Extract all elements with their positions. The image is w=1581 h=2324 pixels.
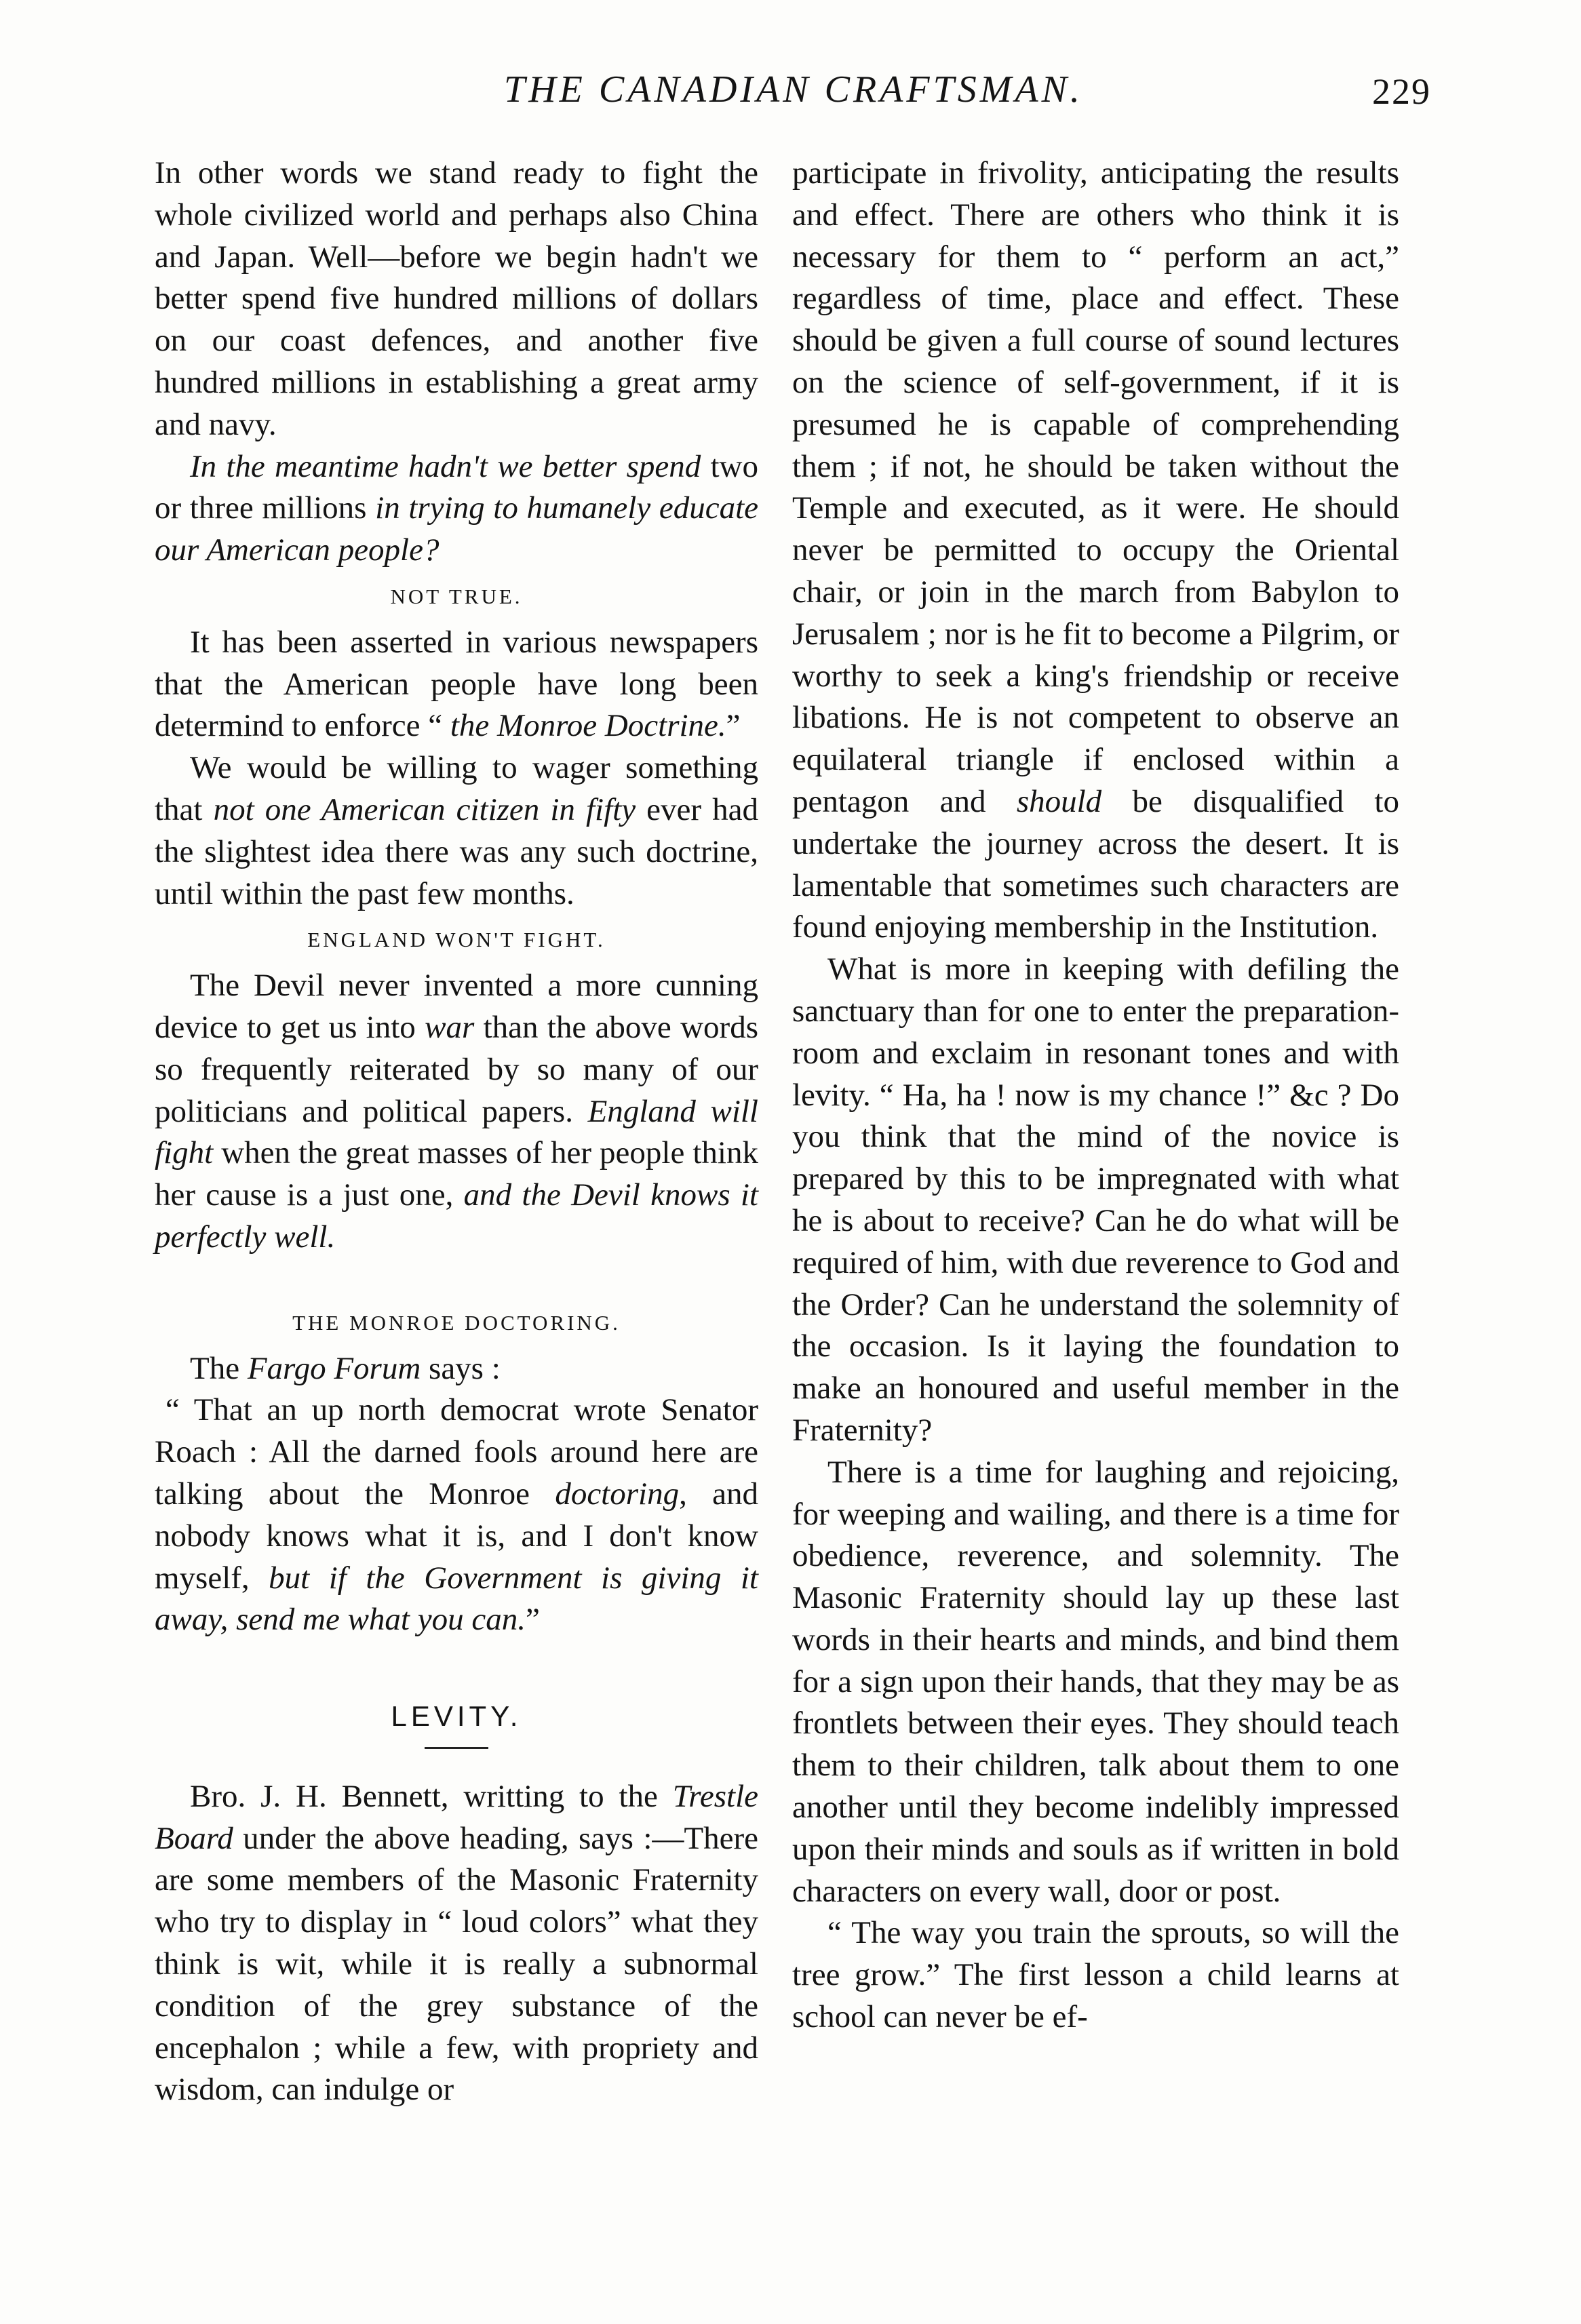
- frivolity-text-end: be disqualified to undertake the journey across the desert. It is lamentable that sometimes such characters are found enjoying membership in the Institution.: [792, 783, 1399, 945]
- title-rule: [425, 1747, 488, 1749]
- paragraph-roach-quote: [155, 1390, 758, 1641]
- frivolity-text: participate in frivolity, anticipating the results and effect. There are others who think it is necessary for them to “ perform an act,” regardless of time, place and effect. These should be given a full course of sound lectures on the science of self-government, if it is presumed he is capable of comprehending them ; if not, he should be taken without the Temple and executed, as it were. He should never be permitted to occupy the Oriental chair, or join in the march from Babylon to Jerusalem ; nor is he fit to become a Pilgrim, or worthy to seek a king's friendship or receive libations. He is not competent to observe an equilateral triangle if enclosed within a pentagon and: [792, 155, 1399, 819]
- bennett-text-end: under the above heading, says :—There are some members of the Masonic Fraternity who try to display in “ loud colors” what they think is wit, while it is really a subnormal condition of the grey substance of the encephalon ; while a few, with propriety and wisdom, can indulge or: [155, 1820, 758, 2108]
- meantime-italic-end: in trying to humanely educate our American people?: [155, 490, 759, 568]
- devil-text-late: when the great masses of her people think her cause is a just one,: [155, 1135, 758, 1213]
- page-header: [156, 68, 1431, 129]
- paragraph-devil: [155, 965, 758, 1259]
- government-italic: but if the Government is giving it away, send me what you can.: [155, 1560, 758, 1638]
- war-italic: war: [425, 1009, 475, 1045]
- roach-close-quote: ”: [525, 1602, 540, 1638]
- paragraph-defiling: What is more in keeping with defiling the sanctuary than for one to enter the preparation-room and exclaim in resonant tones and with levity. “ Ha, ha ! now is my chance !” &c ? Do you think that the mind of the novice is prepared by this to be impregnated with what he is about to receive? Can he do what will be required of him, with due reverence to God and the Order? Can he understand the solemnity of the occasion. Is it laying the foundation to make an honoured and useful member in the Fraternity?: [792, 951, 1399, 1448]
- wager-text: We would be willing to wager something that: [155, 750, 758, 827]
- bennett-text: Bro. J. H. Bennett, writting to the: [190, 1778, 673, 1814]
- page-number: 229: [1372, 71, 1431, 112]
- should-italic: should: [1016, 783, 1102, 819]
- monroe-doctrine-italic: the Monroe Doctrine.: [450, 708, 726, 744]
- devil-knows-italic: and the Devil knows it perfectly well.: [155, 1177, 758, 1255]
- fargo-text: The: [190, 1350, 248, 1386]
- paragraph-asserted: [155, 622, 758, 747]
- paragraph-sprouts: “ The way you train the sprouts, so will the tree grow.” The first lesson a child learns at school can never be ef-: [792, 1915, 1399, 2035]
- england-will-fight-italic: England will fight: [155, 1093, 758, 1171]
- heading-monroe-doctoring: THE MONROE DOCTORING.: [292, 1310, 621, 1335]
- running-title: THE CANADIAN CRAFTSMAN.: [504, 68, 1083, 111]
- roach-text-mid: , and nobody knows what it is, and I don't know myself,: [155, 1476, 758, 1596]
- wager-italic: not one American citizen in fifty: [213, 791, 636, 827]
- fargo-forum-italic: Fargo Forum: [247, 1350, 421, 1386]
- trestle-board-italic: Trestle Board: [155, 1778, 758, 1856]
- paragraph-bennett: [155, 1776, 758, 2111]
- meantime-italic: In the meantime hadn't we better spend: [190, 448, 701, 484]
- meantime-roman: two or three millions: [155, 448, 758, 526]
- article-title-levity: LEVITY.: [391, 1700, 522, 1733]
- doctoring-italic: doctoring: [555, 1476, 680, 1512]
- left-column: [155, 153, 758, 2289]
- roach-text: “ That an up north democrat wrote Senator Roach : All the darned fools around here are talking about the Monroe: [155, 1392, 758, 1512]
- asserted-close-quote: ”: [726, 708, 741, 744]
- paragraph-meantime: [155, 446, 758, 572]
- paragraph-time-for-laughing: There is a time for laughing and rejoicing, for weeping and wailing, and there is a time for obedience, reverence, and solemnity. The Masonic Fraternity should lay up these last words in their hearts and minds, and bind them for a sign upon their hands, that they may be as frontlets between their eyes. They should teach them to their children, talk about them to one another until they become indelibly impressed upon their minds and souls as if written in bold characters on every wall, door or post.: [792, 1454, 1399, 1909]
- asserted-text: It has been asserted in various newspapers that the American people have long been determind to enforce “: [155, 624, 758, 744]
- devil-text-mid: than the above words so frequently reiterated by so many of our politicians and political papers.: [155, 1009, 758, 1129]
- paragraph-stand-ready: In other words we stand ready to fight the whole civilized world and perhaps also China and Japan. Well—before we begin hadn't we better spend five hundred millions of dollars on our coast defences, and another five hundred millions in establishing a great army and navy.: [155, 155, 758, 442]
- heading-england-wont-fight: ENGLAND WON'T FIGHT.: [307, 928, 606, 952]
- paragraph-wager: [155, 747, 758, 915]
- paragraph-fargo-forum: [155, 1348, 758, 1390]
- heading-not-true: NOT TRUE.: [390, 584, 523, 608]
- right-column: [792, 153, 1399, 2289]
- paragraph-frivolity: [792, 153, 1399, 949]
- fargo-says: says :: [421, 1350, 501, 1386]
- wager-text-end: ever had the slightest idea there was any such doctrine, until within the past few months.: [155, 791, 758, 911]
- devil-text: The Devil never invented a more cunning device to get us into: [155, 968, 758, 1045]
